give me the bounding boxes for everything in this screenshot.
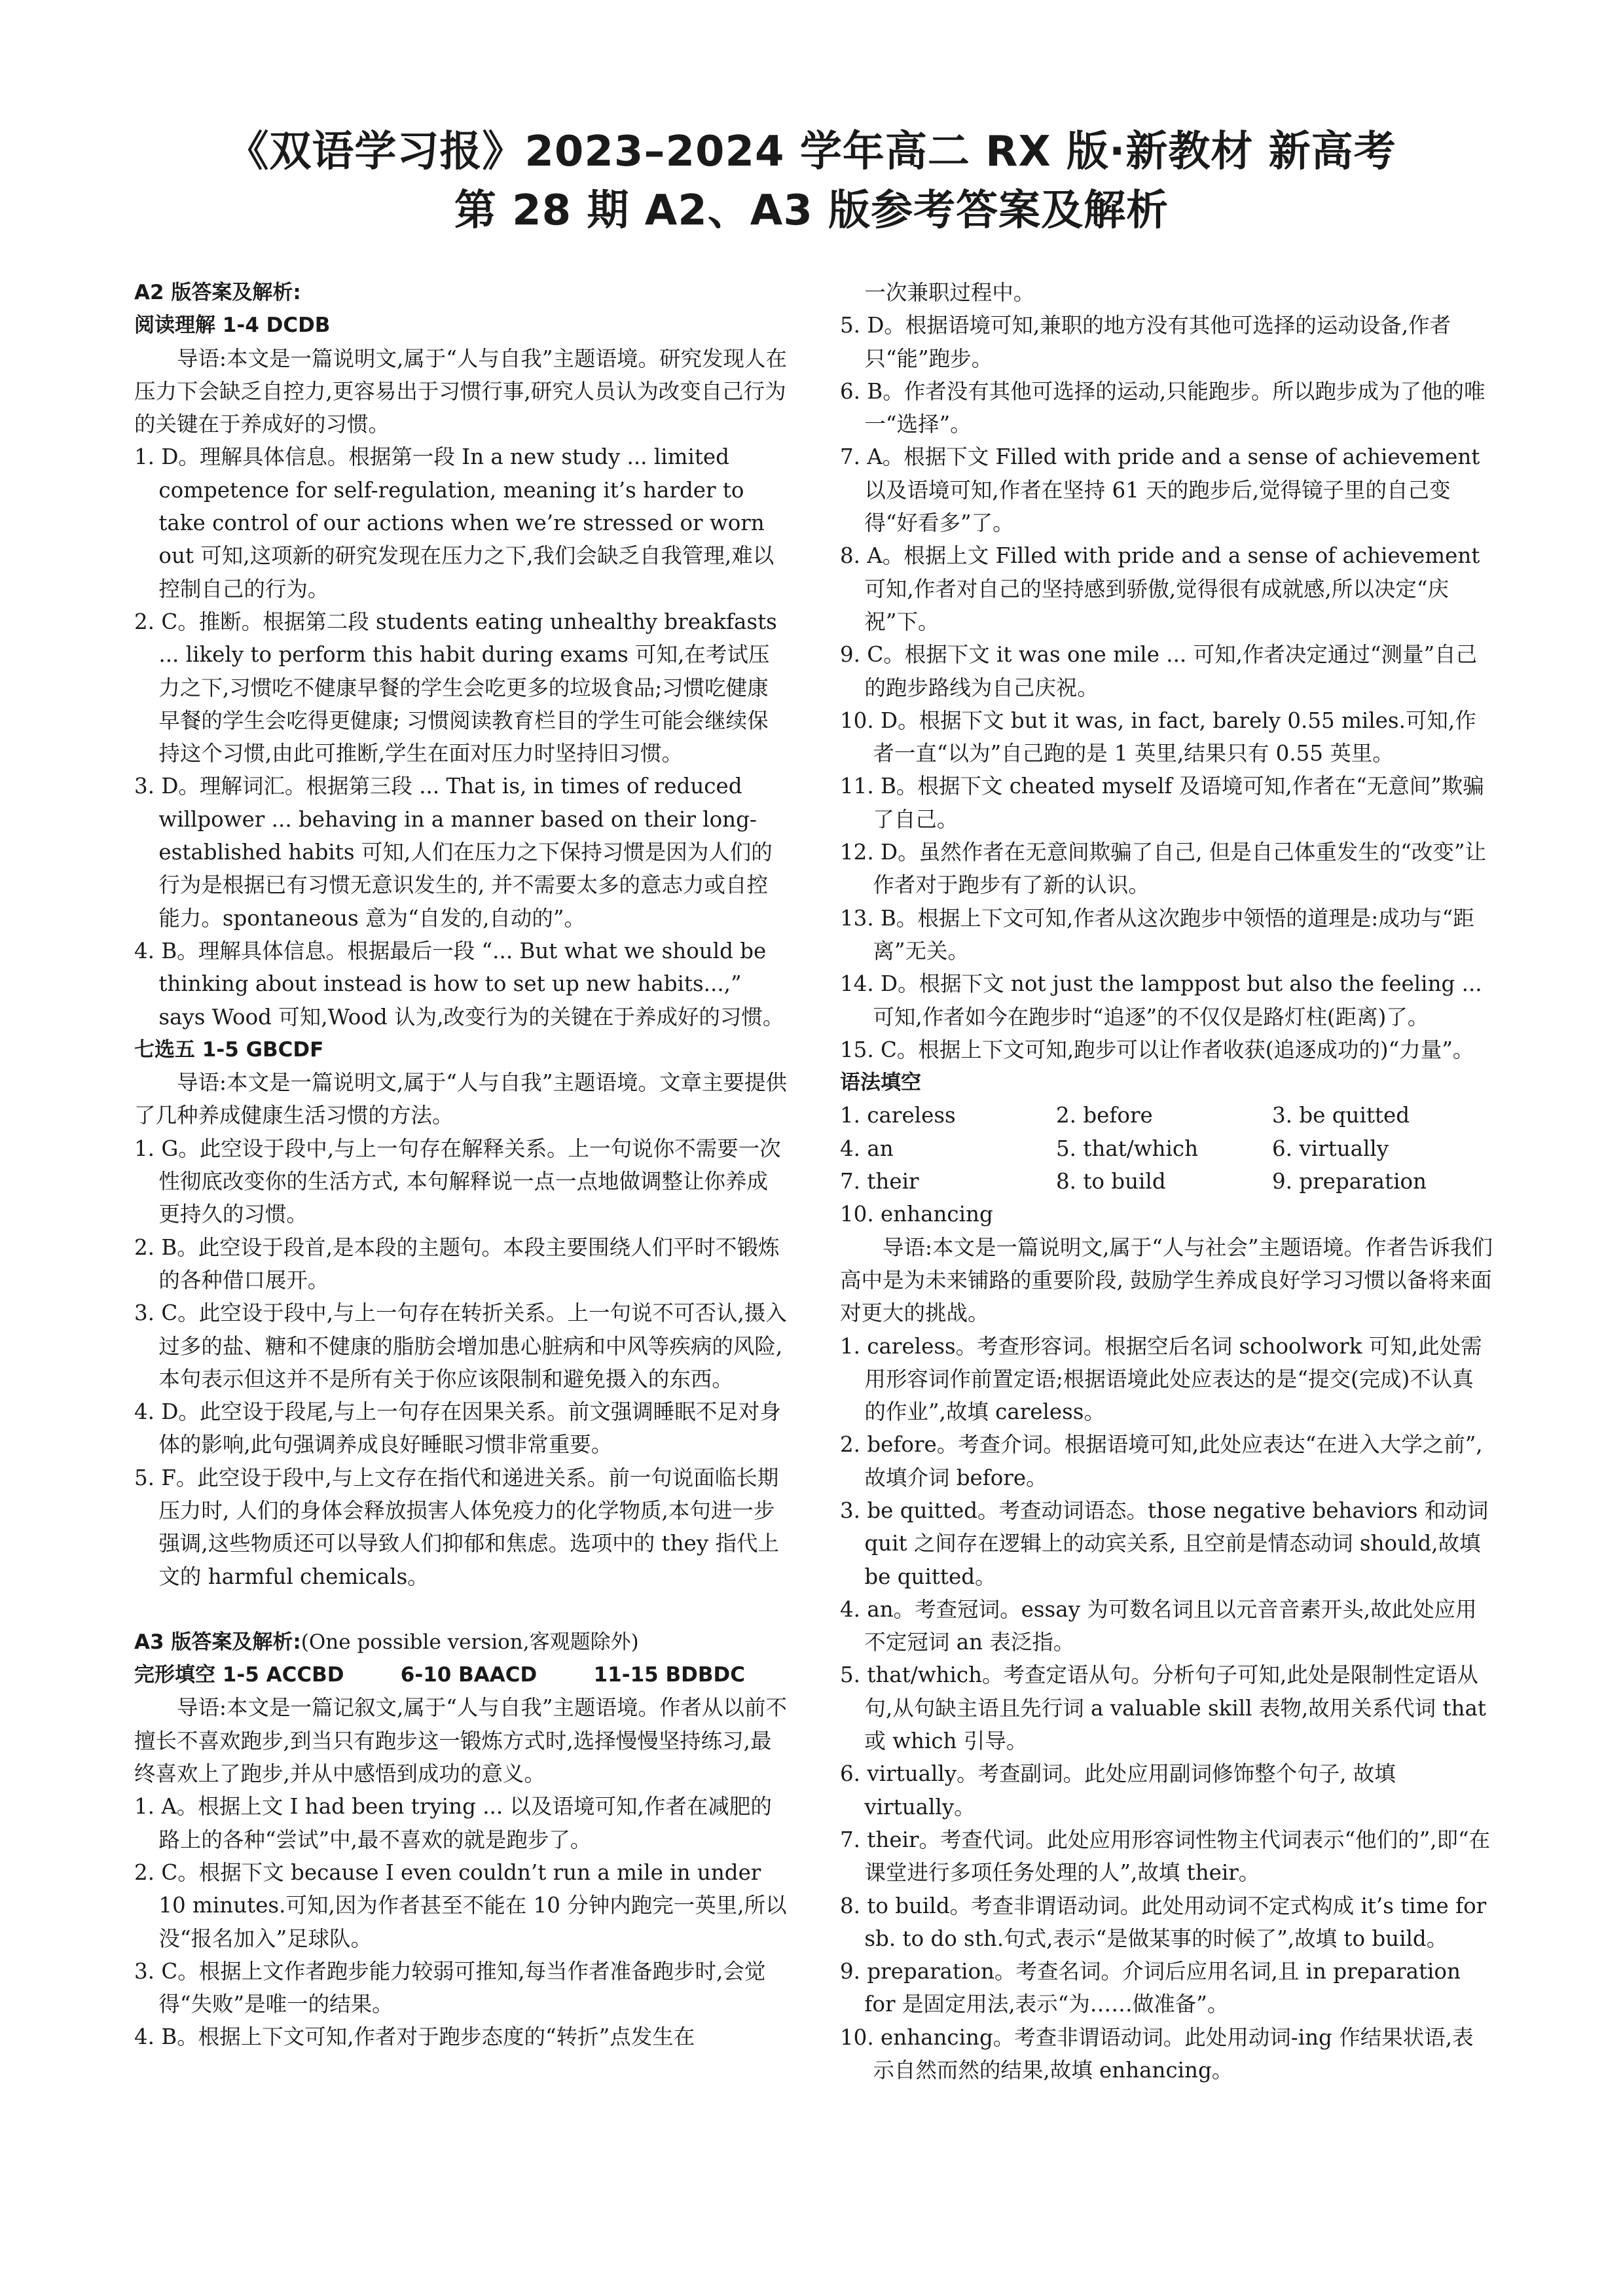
grammar-answer: 10. enhancing xyxy=(840,1202,993,1227)
seven-choose-five-intro: 导语:本文是一篇说明文,属于“人与自我”主题语境。文章主要提供了几种养成健康生活习惯的方法。 xyxy=(134,1070,788,1128)
cloze-answer-3: 3. C。根据上文作者跑步能力较弱可推知,每当作者准备跑步时,会觉得“失败”是唯一的结果。 xyxy=(134,1958,766,2017)
grammar-answer: 6. virtually xyxy=(1272,1136,1389,1161)
grammar-answer: 3. be quitted xyxy=(1272,1103,1410,1128)
reading-answer-1: 1. D。理解具体信息。根据第一段 In a new study ... limited competence for self-regulation, meaning it’s harder to take control of our actions when we’re stressed or worn out 可知,这项新的研究发现在压力之下,我们会缺乏自我管理,难以控制自己的行为。 xyxy=(134,444,775,601)
grammar-explanation-10: 10. enhancing。考查非谓语动词。此处用动词-ing 作结果状语,表示自然而然的结果,故填 enhancing。 xyxy=(840,2024,1474,2083)
grammar-answer: 8. to build xyxy=(1056,1169,1166,1194)
cloze-answer-2: 2. C。根据下文 because I even couldn’t run a mile in under 10 minutes.可知,因为作者甚至不能在 10 分钟内跑完一英里,所以没“报名加入”足球队。 xyxy=(134,1859,787,1951)
cloze-answer-6: 6. B。作者没有其他可选择的运动,只能跑步。所以跑步成为了他的唯一“选择”。 xyxy=(840,378,1486,437)
cloze-answer-7: 7. A。根据下文 Filled with pride and a sense of achievement 以及语境可知,作者在坚持 61 天的跑步后,觉得镜子里的自己变得“好看多”了。 xyxy=(840,444,1480,536)
grammar-explanation-8: 8. to build。考查非谓语动词。此处用动词不定式构成 it’s time for sb. to do sth.句式,表示“是做某事的时候了”,故填 to build。 xyxy=(840,1893,1487,1951)
a2-section-heading: A2 版答案及解析: xyxy=(134,281,301,304)
reading-answer-2: 2. C。推断。根据第二段 students eating unhealthy breakfasts ... likely to perform this habit during exams 可知,在考试压力之下,习惯吃不健康早餐的学生会吃更多的垃圾食品;习惯吃健康早餐的学生会吃得更健康; 习惯阅读教育栏目的学生可能会继续保持这个习惯,由此可推断,学生在面对压力时坚持旧习惯。 xyxy=(134,609,777,766)
seven-choose-five-heading: 七选五 1-5 GBCDF xyxy=(134,1037,324,1062)
cloze-answer-12: 12. D。虽然作者在无意间欺骗了自己, 但是自己体重发生的“改变”让作者对于跑步有了新的认识。 xyxy=(840,840,1486,898)
grammar-explanation-2: 2. before。考查介词。根据语境可知,此处应表达“在进入大学之前”,故填介词 before。 xyxy=(840,1432,1483,1490)
cloze-answer-15: 15. C。根据上下文可知,跑步可以让作者收获(追逐成功的)“力量”。 xyxy=(840,1037,1474,1062)
grammar-intro: 导语:本文是一篇说明文,属于“人与社会”主题语境。作者告诉我们高中是为未来铺路的重要阶段, 鼓励学生养成良好学习习惯以备将来面对更大的挑战。 xyxy=(840,1234,1493,1326)
reading-intro: 导语:本文是一篇说明文,属于“人与自我”主题语境。研究发现人在压力下会缺乏自控力,更容易出于习惯行事,研究人员认为改变自己行为的关键在于养成好的习惯。 xyxy=(134,346,788,437)
seven-answer-5: 5. F。此空设于段中,与上文存在指代和递进关系。前一句说面临长期压力时, 人们的身体会释放损害人体免疫力的化学物质,本句进一步强调,这些物质还可以导致人们抑郁和焦虑。选项中的 they 指代上文的 harmful chemicals。 xyxy=(134,1465,779,1589)
grammar-answer: 4. an xyxy=(840,1136,894,1161)
grammar-answer: 1. careless xyxy=(840,1103,956,1128)
grammar-answer: 2. before xyxy=(1056,1103,1153,1128)
grammar-fill-heading: 语法填空 xyxy=(840,1071,921,1095)
seven-answer-3: 3. C。此空设于段中,与上一句存在转折关系。上一句说不可否认,摄入过多的盐、糖和不健康的脂肪会增加患心脏病和中风等疾病的风险, 本句表示但这并不是所有关于你应该限制和避免摄入的东西。 xyxy=(134,1300,787,1391)
document-subtitle: 第 28 期 A2、A3 版参考答案及解析 xyxy=(454,187,1169,235)
a3-section-heading xyxy=(134,1626,789,1659)
cloze-answer-8: 8. A。根据上文 Filled with pride and a sense of achievement 可知,作者对自己的坚持感到骄傲,觉得很有成就感,所以决定“庆祝”下。 xyxy=(840,543,1480,634)
seven-answer-2: 2. B。此空设于段首,是本段的主题句。本段主要围绕人们平时不锻炼的各种借口展开。 xyxy=(134,1234,780,1293)
section-spacer xyxy=(134,1593,789,1626)
grammar-explanation-6: 6. virtually。考查副词。此处应用副词修饰整个句子, 故填 virtually。 xyxy=(840,1761,1396,1820)
cloze-answer-11: 11. B。根据下文 cheated myself 及语境可知,作者在“无意间”欺骗了自己。 xyxy=(840,774,1484,832)
cloze-intro: 导语:本文是一篇记叙文,属于“人与自我”主题语境。作者从以前不擅长不喜欢跑步,到当只有跑步这一锻炼方式时,选择慢慢坚持练习,最终喜欢上了跑步,并从中感悟到成功的意义。 xyxy=(134,1695,788,1787)
cloze-answer-14: 14. D。根据下文 not just the lamppost but also the feeling ... 可知,作者如今在跑步时“追逐”的不仅仅是路灯柱(距离)了。 xyxy=(840,971,1482,1030)
cloze-answer-9: 9. C。根据下文 it was one mile ... 可知,作者决定通过“测量”自己的跑步路线为自己庆祝。 xyxy=(840,642,1478,700)
document-title: 《双语学习报》2023–2024 学年高二 RX 版·新教材 新高考 xyxy=(227,128,1396,176)
cloze-heading: 完形填空 1-5 ACCBD 6-10 BAACD 11-15 BDBDC xyxy=(134,1663,745,1687)
grammar-explanation-4: 4. an。考查冠词。essay 为可数名词且以元音音素开头,故此处应用不定冠词 an 表泛指。 xyxy=(840,1596,1477,1655)
reading-answer-3: 3. D。理解词汇。根据第三段 ... That is, in times of reduced willpower ... behaving in a manner based on their long-established habits 可知,人们在压力之下保持习惯是因为人们的行为是根据已有习惯无意识发生的, 并不需要太多的意志力或自控能力。spontaneous 意为“自发的,自动的”。 xyxy=(134,774,773,931)
grammar-explanation-1: 1. careless。考查形容词。根据空后名词 schoolwork 可知,此处需用形容词作前置定语;根据语境此处应表达的是“提交(完成)不认真的作业”,故填 careless。 xyxy=(840,1333,1482,1425)
cloze-answer-5: 5. D。根据语境可知,兼职的地方没有其他可选择的运动设备,作者只“能”跑步。 xyxy=(840,313,1451,371)
grammar-answer: 7. their xyxy=(840,1169,919,1194)
cloze-answer-4: 4. B。根据上下文可知,作者对于跑步态度的“转折”点发生在 xyxy=(134,2024,695,2050)
seven-answer-4: 4. D。此空设于段尾,与上一句存在因果关系。前文强调睡眠不足对身体的影响,此句强调养成良好睡眠习惯非常重要。 xyxy=(134,1399,781,1458)
reading-heading: 阅读理解 1-4 DCDB xyxy=(134,314,331,338)
a3-heading-label: A3 版答案及解析: xyxy=(134,1630,301,1654)
cloze-answer-1: 1. A。根据上文 I had been trying ... 以及语境可知,作者在减肥的路上的各种“尝试”中,最不喜欢的就是跑步了。 xyxy=(134,1794,772,1852)
seven-answer-1: 1. G。此空设于段中,与上一句存在解释关系。上一句说你不需要一次性彻底改变你的生活方式, 本句解释说一点一点地做调整让你养成更持久的习惯。 xyxy=(134,1136,781,1227)
grammar-explanation-9: 9. preparation。考查名词。介词后应用名词,且 in preparation for 是固定用法,表示“为……做准备”。 xyxy=(840,1959,1461,2017)
cloze-answer-13: 13. B。根据上下文可知,作者从这次跑步中领悟的道理是:成功与“距离”无关。 xyxy=(840,905,1474,963)
reading-answer-4: 4. B。理解具体信息。根据最后一段 “... But what we should be thinking about instead is how to set up new habits...,” says Wood 可知,Wood 认为,改变行为的关键在于养成好的习惯。 xyxy=(134,938,784,1030)
left-column xyxy=(134,276,789,2054)
grammar-explanation-7: 7. their。考查代词。此处应用形容词性物主代词表示“他们的”,即“在课堂进行多项任务处理的人”,故填 their。 xyxy=(840,1827,1491,1886)
grammar-explanation-5: 5. that/which。考查定语从句。分析句子可知,此处是限制性定语从句,从句缺主语且先行词 a valuable skill 表物,故用关系代词 that 或 which 引导。 xyxy=(840,1662,1486,1754)
right-column xyxy=(840,276,1495,2087)
grammar-answer: 9. preparation xyxy=(1272,1169,1427,1194)
grammar-answer-grid xyxy=(840,1099,1495,1230)
grammar-answer: 5. that/which xyxy=(1056,1136,1198,1161)
cloze-answer-4-continued: 一次兼职过程中。 xyxy=(864,280,1035,305)
cloze-answer-10: 10. D。根据下文 but it was, in fact, barely 0.55 miles.可知,作者一直“以为”自己跑的是 1 英里,结果只有 0.55 英里。 xyxy=(840,708,1476,766)
a3-heading-note: (One possible version,客观题除外) xyxy=(301,1630,639,1654)
grammar-explanation-3: 3. be quitted。考查动词语态。those negative behaviors 和动词 quit 之间存在逻辑上的动宾关系, 且空前是情态动词 should,故填 be quitted。 xyxy=(840,1498,1489,1589)
